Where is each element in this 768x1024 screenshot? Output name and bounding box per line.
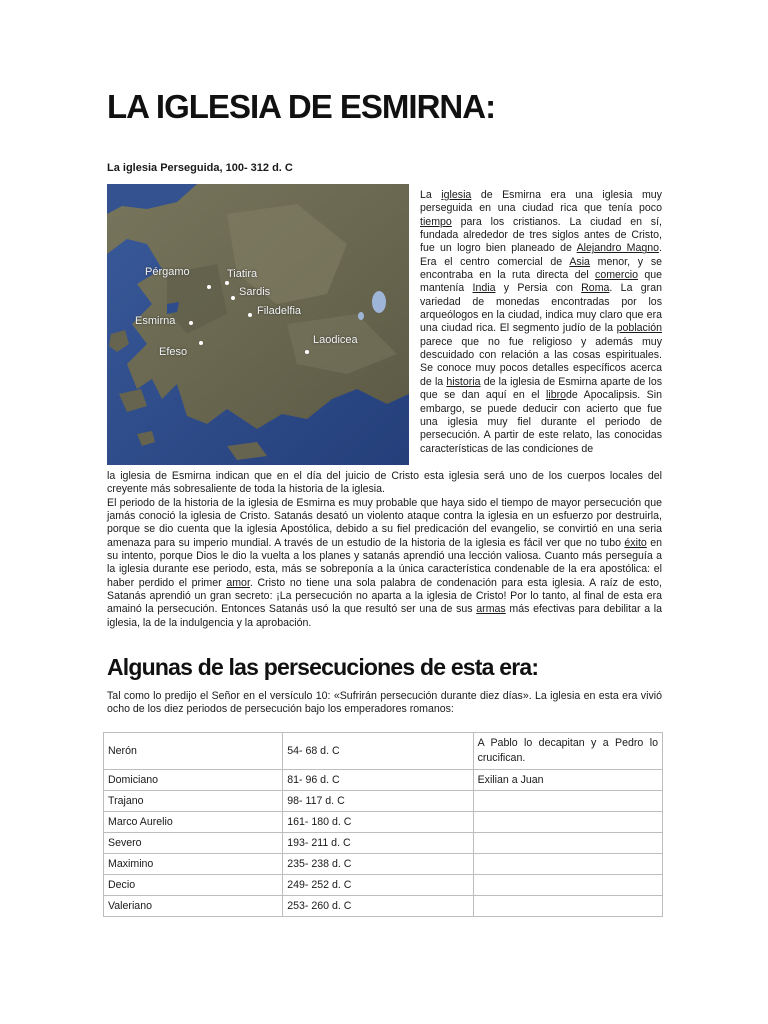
link-india[interactable]: India xyxy=(472,282,496,295)
paragraph-2 xyxy=(107,497,662,630)
dates-cell: 98- 117 d. C xyxy=(283,791,473,812)
map-dot-filadelfia xyxy=(248,313,252,317)
subtitle: La iglesia Perseguida, 100- 312 d. C xyxy=(107,162,293,174)
text-run: para los cristianos. La ciudad en sí, fundada alrededor de tres siglos antes de Cristo, fue un logro bien planeado de xyxy=(420,215,662,255)
note-cell xyxy=(473,791,662,812)
section-heading: Algunas de las persecuciones de esta era: xyxy=(107,654,539,680)
text-run: que mantenía xyxy=(420,269,662,295)
emperor-cell: Trajano xyxy=(104,791,283,812)
table-row xyxy=(104,854,663,875)
link-roma[interactable]: Roma xyxy=(581,282,610,295)
link-alejandro-magno[interactable]: Alejandro Magno xyxy=(576,242,660,255)
map-image xyxy=(107,184,409,465)
table-row xyxy=(104,833,663,854)
link-exito[interactable]: éxito xyxy=(624,536,647,549)
map-dot-tiatira xyxy=(225,281,229,285)
text-run: menor, y se encontraba en la ruta directa del xyxy=(420,255,663,282)
map-dot-laodicea xyxy=(305,350,309,354)
table-row xyxy=(104,770,663,791)
map-label-pergamo: Pérgamo xyxy=(145,266,190,278)
text-run: La xyxy=(420,189,442,201)
link-poblacion[interactable]: población xyxy=(616,322,662,335)
text-run: . Cristo no tiene una sola palabra de condenación para esta iglesia. A raíz de esto, Satanás aprendió un gran secreto: ¡La persecución no aparta a la iglesia de Cristo! Por lo tanto, al final de esta era amainó la persecución. Entonces Satanás usó la que resultó ser una de sus xyxy=(107,576,662,616)
paragraph-continuation: la iglesia de Esmirna indican que en el día del juicio de Cristo esta iglesia será uno de los cuerpos locales del creyente más sobresaliente de toda la historia de la iglesia. xyxy=(107,470,662,496)
link-historia[interactable]: historia xyxy=(446,375,481,388)
link-iglesia[interactable]: iglesia xyxy=(441,189,472,201)
emperor-cell: Valeriano xyxy=(104,896,283,917)
map-label-laodicea: Laodicea xyxy=(313,334,358,346)
emperor-cell: Decio xyxy=(104,875,283,896)
dates-cell: 235- 238 d. C xyxy=(283,854,473,875)
table-row xyxy=(104,812,663,833)
persecutions-table xyxy=(103,732,663,917)
map-dot-efeso xyxy=(199,341,203,345)
text-run: de Apocalipsis. Sin embargo, se puede deducir con acierto que fue una iglesia muy fiel durante el periodo de persecución. A partir de este relato, las conocidas características de las condiciones de xyxy=(420,389,662,455)
note-cell: A Pablo lo decapitan y a Pedro lo crucifican. xyxy=(473,733,662,770)
main-text xyxy=(107,470,662,630)
map-label-esmirna: Esmirna xyxy=(135,315,176,327)
link-amor[interactable]: amor xyxy=(226,576,250,589)
note-cell xyxy=(473,875,662,896)
intro-text: Tal como lo predijo el Señor en el versículo 10: «Sufrirán persecución durante diez días». La iglesia en esta era vivió ocho de los diez periodos de persecución bajo los emperadores romanos: xyxy=(107,690,662,716)
emperor-cell: Domiciano xyxy=(104,770,283,791)
dates-cell: 193- 211 d. C xyxy=(283,833,473,854)
link-libro[interactable]: libro xyxy=(545,389,567,402)
text-run: de la iglesia de Esmirna aparte de los que se dan aquí en el xyxy=(420,375,663,402)
link-tiempo[interactable]: tiempo xyxy=(420,215,452,228)
table-row xyxy=(104,875,663,896)
table-row xyxy=(104,791,663,812)
intro-paragraph xyxy=(420,189,662,456)
text-run: y Persia con xyxy=(495,282,582,295)
text-run: . La gran variedad de monedas encontradas por los arqueólogos en la ciudad, indica muy claro que era una ciudad rica. El segmento judío de la xyxy=(420,282,662,335)
emperor-cell: Severo xyxy=(104,833,283,854)
table-row xyxy=(104,733,663,770)
emperor-cell: Maximino xyxy=(104,854,283,875)
table-row xyxy=(104,896,663,917)
link-armas[interactable]: armas xyxy=(476,603,506,616)
note-cell xyxy=(473,833,662,854)
link-comercio[interactable]: comercio xyxy=(595,269,639,282)
dates-cell: 81- 96 d. C xyxy=(283,770,473,791)
map-dot-sardis xyxy=(231,296,235,300)
map-dot-pergamo xyxy=(207,285,211,289)
note-cell xyxy=(473,854,662,875)
page-title: LA IGLESIA DE ESMIRNA: xyxy=(107,88,496,125)
link-asia[interactable]: Asia xyxy=(569,255,590,268)
text-run: más efectivas para debilitar a la iglesia, la de la indulgencia y la aprobación. xyxy=(107,603,662,629)
text-run: El periodo de la historia de la iglesia de Esmirna es muy probable que haya sido el tiempo de mayor persecución que jamás conoció la iglesia de Cristo. Satanás desató un violento ataque contra la iglesia en un esfuerzo por destruirla, porque se dio cuenta que la iglesia Apostólica, debido a su fiel predicación del evangelio, se convirtió en una seria amenaza para su imperio mundial. A través de un estudio de la historia de la iglesia es fácil ver que no tubo xyxy=(107,496,662,549)
map-label-efeso: Efeso xyxy=(159,346,188,358)
map-label-tiatira: Tiatira xyxy=(227,268,258,280)
section-intro xyxy=(107,690,662,717)
map-label-filadelfia: Filadelfia xyxy=(257,305,302,317)
map-label-sardis: Sardis xyxy=(239,286,271,298)
text-run: parece que no fue religioso y además muy descuidado con relación a las cosas espirituales. Se conoce muy pocos detalles específicos acerca de la xyxy=(420,335,662,388)
emperor-cell: Nerón xyxy=(104,733,283,770)
text-run: en su intento, porque Dios le dio la vuelta a los planes y satanás aprendió una lección valiosa. Cuanto más perseguía a la iglesia durante ese periodo, esta, más se sobreponía a la única característica condenable de la era apostólica: el haber perdido el primer xyxy=(107,536,662,589)
note-cell xyxy=(473,812,662,833)
note-cell: Exilian a Juan xyxy=(473,770,662,791)
dates-cell: 253- 260 d. C xyxy=(283,896,473,917)
dates-cell: 161- 180 d. C xyxy=(283,812,473,833)
note-cell xyxy=(473,896,662,917)
dates-cell: 249- 252 d. C xyxy=(283,875,473,896)
text-run: de Esmirna era una iglesia muy perseguida en una ciudad rica que tenía poco xyxy=(420,189,662,215)
emperor-cell: Marco Aurelio xyxy=(104,812,283,833)
dates-cell: 54- 68 d. C xyxy=(283,733,473,770)
map-dot-esmirna xyxy=(189,321,193,325)
text-run: . Era el centro comercial de xyxy=(420,242,662,268)
